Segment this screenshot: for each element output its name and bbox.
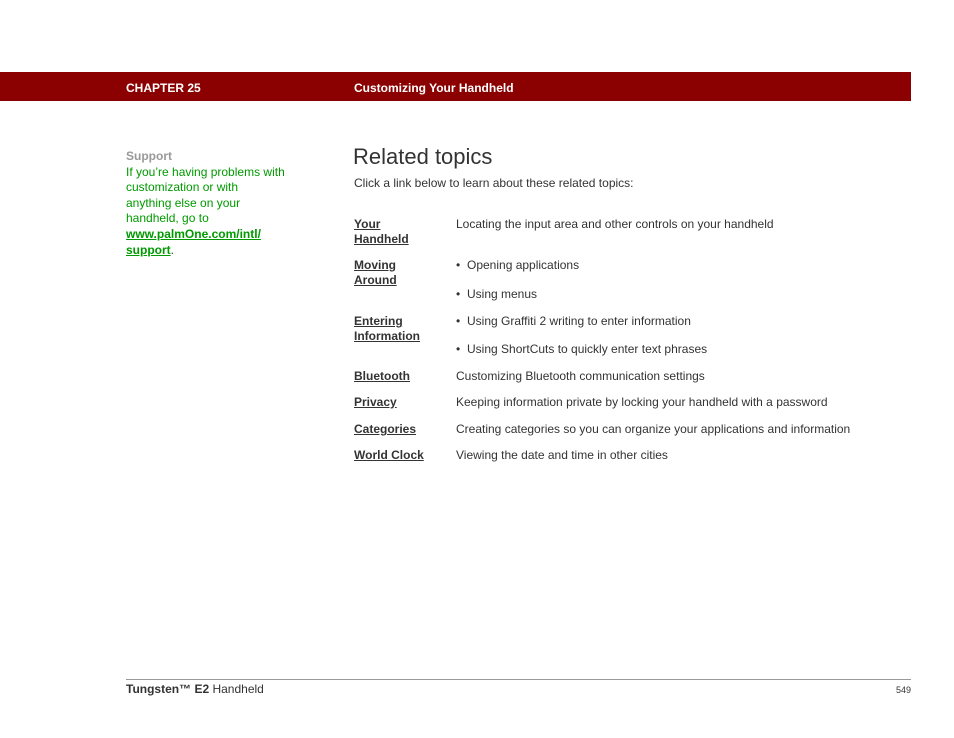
support-sidebar — [126, 149, 286, 258]
topic-link-entering-information[interactable]: Entering Information — [354, 314, 420, 343]
support-link[interactable]: www.palmOne.com/intl/ support — [126, 226, 261, 257]
topic-link-privacy[interactable]: Privacy — [354, 395, 397, 409]
page-number: 549 — [895, 685, 911, 695]
topic-bullet: • Using menus — [456, 287, 538, 301]
support-heading: Support — [126, 149, 172, 163]
topic-description: Viewing the date and time in other cities — [456, 448, 668, 462]
topic-link-your-handheld[interactable]: Your Handheld — [354, 217, 409, 246]
footer-divider — [126, 679, 911, 680]
footer-product-name — [126, 682, 264, 696]
topic-description: Locating the input area and other controls on your handheld — [456, 217, 774, 231]
chapter-title: Customizing Your Handheld — [354, 81, 514, 95]
topic-link-world-clock[interactable]: World Clock — [354, 448, 424, 462]
topic-link-categories[interactable]: Categories — [354, 422, 417, 436]
topic-bullet: • Opening applications — [456, 258, 580, 272]
footer-product: Handheld — [209, 682, 264, 696]
topic-bullet: • Using ShortCuts to quickly enter text phrases — [456, 342, 708, 356]
support-body: If you’re having problems with customization or with anything else on your handheld, go to — [126, 164, 285, 226]
topic-bullet: • Using Graffiti 2 writing to enter information — [456, 314, 691, 328]
intro-text: Click a link below to learn about these related topics: — [354, 176, 634, 190]
topic-description: Keeping information private by locking your handheld with a password — [456, 395, 828, 409]
topic-link-bluetooth[interactable]: Bluetooth — [354, 369, 410, 383]
page-title: Related topics — [353, 144, 493, 169]
footer-brand: Tungsten™ E2 — [126, 682, 210, 696]
chapter-number: CHAPTER 25 — [126, 81, 201, 95]
support-text — [126, 165, 286, 259]
support-period: . — [170, 242, 175, 257]
topic-link-moving-around[interactable]: Moving Around — [354, 258, 397, 287]
topic-description: Creating categories so you can organize your applications and information — [456, 422, 851, 436]
topic-description: Customizing Bluetooth communication settings — [456, 369, 705, 383]
chapter-header-bar — [0, 72, 911, 101]
